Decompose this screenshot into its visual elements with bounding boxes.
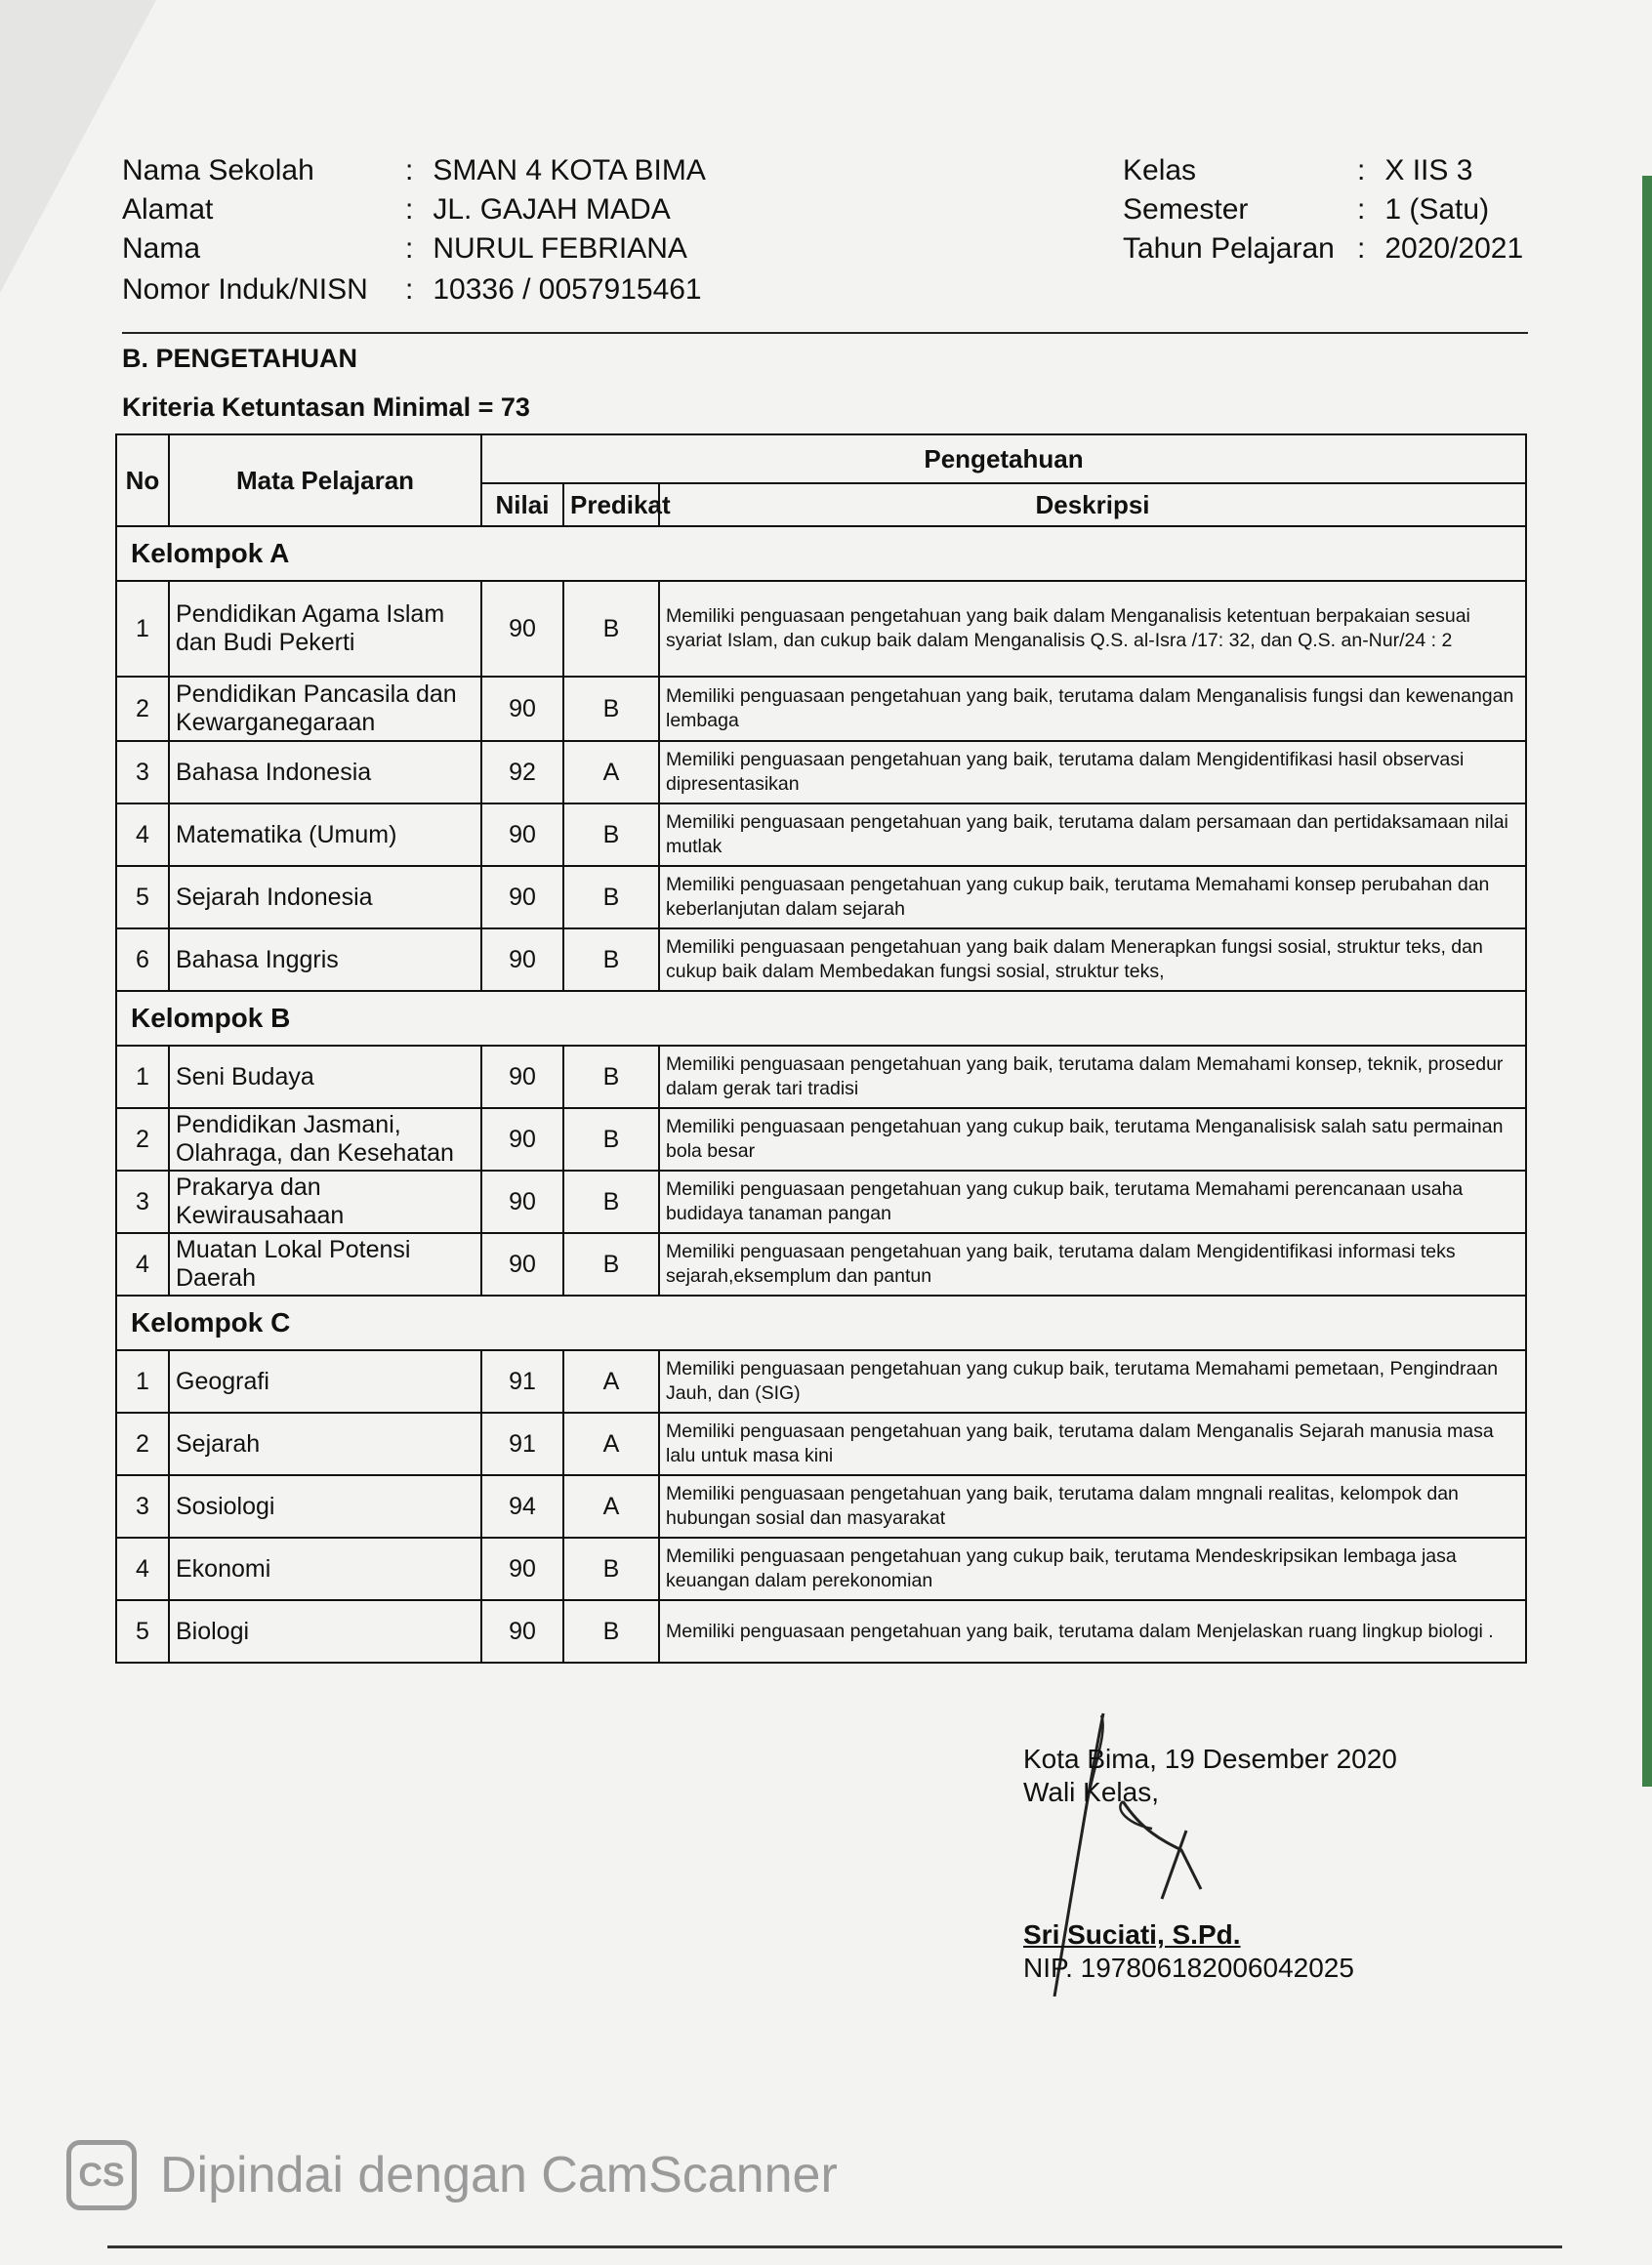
table-row [116, 1538, 1526, 1600]
signer-nip: NIP. 197806182006042025 [1023, 1953, 1354, 1983]
row-value: 90 [481, 1046, 563, 1108]
row-predicate: A [563, 1413, 659, 1475]
row-subject: Biologi [169, 1600, 481, 1663]
row-predicate: B [563, 1046, 659, 1108]
row-predicate: B [563, 928, 659, 991]
row-value: 91 [481, 1413, 563, 1475]
student-name-row: Nama : NURUL FEBRIANA [122, 232, 687, 265]
header-divider [122, 332, 1528, 334]
row-predicate: B [563, 866, 659, 928]
nisn-value: 10336 / 0057915461 [433, 273, 702, 306]
row-number: 5 [116, 866, 169, 928]
address-label: Alamat [122, 193, 214, 226]
row-value: 92 [481, 741, 563, 803]
row-subject: Sejarah [169, 1413, 481, 1475]
row-predicate: B [563, 1108, 659, 1171]
row-number: 3 [116, 1475, 169, 1538]
table-row [116, 1413, 1526, 1475]
table-row [116, 928, 1526, 991]
row-number: 2 [116, 1108, 169, 1171]
row-value: 90 [481, 1600, 563, 1663]
row-subject: Bahasa Inggris [169, 928, 481, 991]
place-date: Kota Bima, 19 Desember 2020 [1023, 1744, 1397, 1774]
table-row [116, 866, 1526, 928]
student-name-label: Nama [122, 232, 201, 265]
header-description: Deskripsi [659, 483, 1526, 526]
row-number: 4 [116, 803, 169, 866]
row-predicate: B [563, 677, 659, 741]
row-number: 1 [116, 1046, 169, 1108]
row-predicate: B [563, 803, 659, 866]
kkm-label: Kriteria Ketuntasan Minimal = 73 [122, 392, 530, 422]
header-subject: Mata Pelajaran [169, 434, 481, 526]
group-row [116, 1296, 1526, 1350]
row-description: Memiliki penguasaan pengetahuan yang cukup baik, terutama Memahami konsep perubahan dan keberlanjutan dalam sejarah [659, 866, 1526, 928]
row-subject: Muatan Lokal Potensi Daerah [169, 1233, 481, 1296]
student-info-header [122, 154, 1528, 320]
background-edge [1642, 176, 1652, 1787]
row-number: 2 [116, 1413, 169, 1475]
row-value: 90 [481, 1233, 563, 1296]
semester-label: Semester [1123, 193, 1249, 226]
row-number: 3 [116, 741, 169, 803]
row-description: Memiliki penguasaan pengetahuan yang cukup baik, terutama Memahami pemetaan, Pengindraan Jauh, dan (SIG) [659, 1350, 1526, 1413]
nisn-row: Nomor Induk/NISN : 10336 / 0057915461 [122, 273, 702, 306]
row-subject: Pendidikan Pancasila dan Kewarganegaraan [169, 677, 481, 741]
table-row [116, 803, 1526, 866]
row-number: 6 [116, 928, 169, 991]
row-description: Memiliki penguasaan pengetahuan yang baik dalam Menerapkan fungsi sosial, struktur teks, dan cukup baik dalam Membedakan fungsi sosial, struktur teks, [659, 928, 1526, 991]
row-predicate: B [563, 1600, 659, 1663]
row-description: Memiliki penguasaan pengetahuan yang baik dalam Menganalisis ketentuan berpakaian sesuai syariat Islam, dan cukup baik dalam Menganalisis Q.S. al-Isra /17: 32, dan Q.S. an-Nur/24 : 2 [659, 581, 1526, 677]
row-value: 90 [481, 1538, 563, 1600]
grades-body [116, 526, 1526, 1663]
class-value: X IIS 3 [1384, 154, 1473, 186]
school-name-row: Nama Sekolah : SMAN 4 KOTA BIMA [122, 154, 706, 186]
row-value: 90 [481, 581, 563, 677]
address-value: JL. GAJAH MADA [433, 193, 671, 226]
row-value: 90 [481, 803, 563, 866]
row-value: 90 [481, 677, 563, 741]
table-row [116, 741, 1526, 803]
row-number: 1 [116, 581, 169, 677]
table-row [116, 1046, 1526, 1108]
row-predicate: A [563, 741, 659, 803]
signer-role: Wali Kelas, [1023, 1777, 1160, 1807]
row-description: Memiliki penguasaan pengetahuan yang baik, terutama dalam mngnali realitas, kelompok dan hubungan sosial dan masyarakat [659, 1475, 1526, 1538]
row-subject: Geografi [169, 1350, 481, 1413]
school-name-value: SMAN 4 KOTA BIMA [433, 154, 706, 186]
row-description: Memiliki penguasaan pengetahuan yang baik, terutama dalam Memahami konsep, teknik, prosedur dalam gerak tari tradisi [659, 1046, 1526, 1108]
row-predicate: A [563, 1475, 659, 1538]
table-row [116, 1108, 1526, 1171]
semester-value: 1 (Satu) [1384, 193, 1490, 226]
row-number: 2 [116, 677, 169, 741]
row-predicate: B [563, 1233, 659, 1296]
row-subject: Bahasa Indonesia [169, 741, 481, 803]
table-row [116, 1233, 1526, 1296]
row-number: 4 [116, 1233, 169, 1296]
signer-name: Sri Suciati, S.Pd. [1023, 1919, 1241, 1950]
table-row [116, 1600, 1526, 1663]
header-value: Nilai [481, 483, 563, 526]
row-subject: Prakarya dan Kewirausahaan [169, 1171, 481, 1233]
group-row [116, 991, 1526, 1046]
nisn-label: Nomor Induk/NISN [122, 273, 368, 306]
table-row [116, 1171, 1526, 1233]
header-knowledge: Pengetahuan [481, 434, 1526, 483]
student-name-value: NURUL FEBRIANA [433, 232, 687, 265]
academic-year-value: 2020/2021 [1384, 232, 1524, 265]
row-predicate: B [563, 581, 659, 677]
watermark-text: Dipindai dengan CamScanner [160, 2147, 838, 2203]
row-number: 3 [116, 1171, 169, 1233]
signature-block [1023, 1743, 1397, 1985]
table-row [116, 581, 1526, 677]
academic-year-row: Tahun Pelajaran : 2020/2021 [1123, 232, 1524, 265]
row-value: 94 [481, 1475, 563, 1538]
row-value: 91 [481, 1350, 563, 1413]
row-subject: Ekonomi [169, 1538, 481, 1600]
row-predicate: B [563, 1171, 659, 1233]
row-subject: Pendidikan Agama Islam dan Budi Pekerti [169, 581, 481, 677]
group-row [116, 526, 1526, 581]
row-description: Memiliki penguasaan pengetahuan yang baik, terutama dalam Menganalis Sejarah manusia masa lalu untuk masa kini [659, 1413, 1526, 1475]
section-title: B. PENGETAHUAN [122, 344, 358, 373]
group-name: Kelompok A [116, 526, 1526, 581]
row-description: Memiliki penguasaan pengetahuan yang cukup baik, terutama Menganalisisk salah satu permainan bola besar [659, 1108, 1526, 1171]
grades-table [115, 433, 1527, 1664]
school-name-label: Nama Sekolah [122, 154, 314, 186]
row-description: Memiliki penguasaan pengetahuan yang cukup baik, terutama Memahami perencanaan usaha budidaya tanaman pangan [659, 1171, 1526, 1233]
bottom-divider [107, 2245, 1562, 2248]
row-value: 90 [481, 1171, 563, 1233]
row-number: 5 [116, 1600, 169, 1663]
row-number: 1 [116, 1350, 169, 1413]
header-no: No [116, 434, 169, 526]
row-subject: Sejarah Indonesia [169, 866, 481, 928]
group-name: Kelompok C [116, 1296, 1526, 1350]
row-number: 4 [116, 1538, 169, 1600]
address-row: Alamat : JL. GAJAH MADA [122, 193, 671, 226]
row-value: 90 [481, 1108, 563, 1171]
row-description: Memiliki penguasaan pengetahuan yang cukup baik, terutama Mendeskripsikan lembaga jasa keuangan dalam perekonomian [659, 1538, 1526, 1600]
row-subject: Sosiologi [169, 1475, 481, 1538]
row-subject: Matematika (Umum) [169, 803, 481, 866]
semester-row: Semester : 1 (Satu) [1123, 193, 1490, 226]
header-predicate: Predikat [563, 483, 659, 526]
group-name: Kelompok B [116, 991, 1526, 1046]
row-description: Memiliki penguasaan pengetahuan yang baik, terutama dalam Mengidentifikasi hasil observasi dipresentasikan [659, 741, 1526, 803]
table-row [116, 1475, 1526, 1538]
academic-year-label: Tahun Pelajaran [1123, 232, 1335, 265]
row-predicate: A [563, 1350, 659, 1413]
row-description: Memiliki penguasaan pengetahuan yang baik, terutama dalam persamaan dan pertidaksamaan nilai mutlak [659, 803, 1526, 866]
row-value: 90 [481, 928, 563, 991]
row-description: Memiliki penguasaan pengetahuan yang baik, terutama dalam Mengidentifikasi informasi teks sejarah,eksemplum dan pantun [659, 1233, 1526, 1296]
camscanner-logo-icon: CS [66, 2140, 137, 2210]
class-label: Kelas [1123, 154, 1197, 186]
camscanner-watermark [66, 2140, 838, 2210]
row-value: 90 [481, 866, 563, 928]
class-row: Kelas : X IIS 3 [1123, 154, 1473, 186]
table-row [116, 1350, 1526, 1413]
row-subject: Pendidikan Jasmani, Olahraga, dan Kesehatan [169, 1108, 481, 1171]
row-description: Memiliki penguasaan pengetahuan yang baik, terutama dalam Menganalisis fungsi dan kewenangan lembaga [659, 677, 1526, 741]
row-subject: Seni Budaya [169, 1046, 481, 1108]
table-row [116, 677, 1526, 741]
row-predicate: B [563, 1538, 659, 1600]
row-description: Memiliki penguasaan pengetahuan yang baik, terutama dalam Menjelaskan ruang lingkup biologi . [659, 1600, 1526, 1663]
